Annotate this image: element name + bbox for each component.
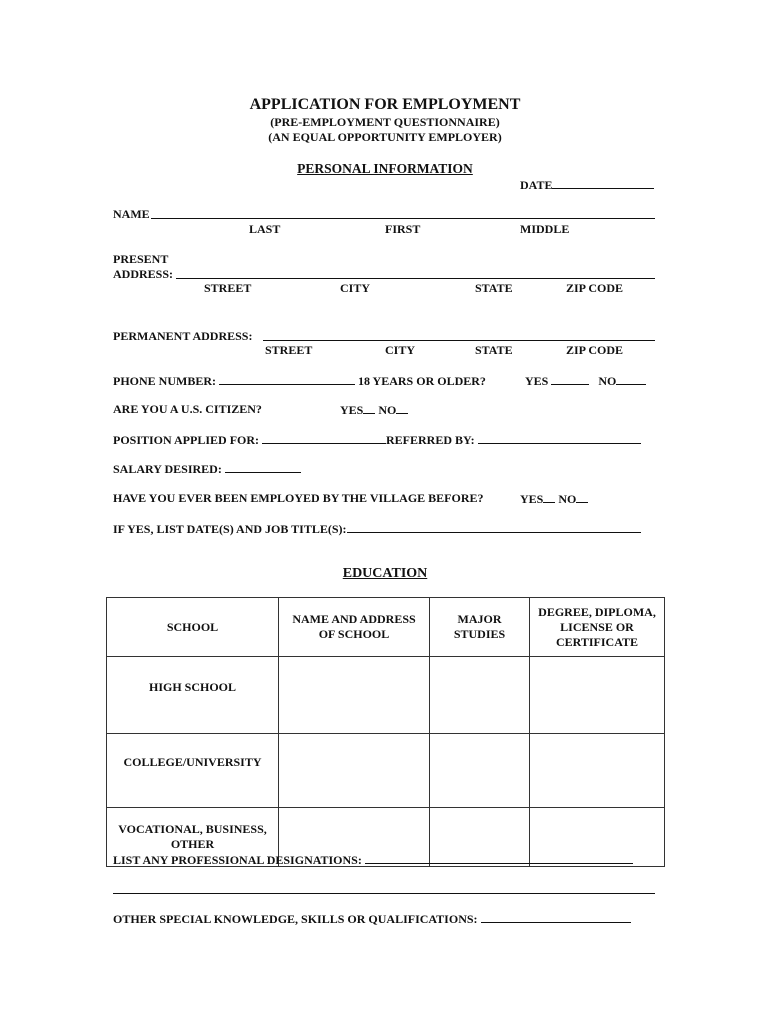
age-yes-line[interactable] [551, 373, 589, 385]
college-major-cell[interactable] [430, 734, 530, 808]
referred-line[interactable] [478, 432, 641, 444]
personal-information-heading: PERSONAL INFORMATION [297, 161, 473, 176]
column-header-name-address: NAME AND ADDRESS OF SCHOOL [279, 598, 430, 657]
college-degree-cell[interactable] [530, 734, 665, 808]
present-address-line[interactable] [176, 278, 655, 279]
name-label: NAME [113, 207, 150, 221]
subtitle-equal-opportunity: (AN EQUAL OPPORTUNITY EMPLOYER) [268, 130, 502, 144]
skills-row [113, 911, 631, 926]
high-school-major-cell[interactable] [430, 657, 530, 734]
village-no-line[interactable] [576, 491, 588, 503]
permanent-state-caption: STATE [475, 343, 513, 357]
education-header-row [107, 598, 665, 657]
row-label-college: COLLEGE/UNIVERSITY [107, 734, 279, 808]
village-no-label: NO [558, 492, 577, 506]
salary-line[interactable] [225, 461, 301, 473]
date-label: DATE [520, 178, 553, 192]
present-label: PRESENT [113, 252, 169, 266]
permanent-address-line[interactable] [263, 340, 655, 341]
name-last-caption: LAST [249, 222, 281, 236]
table-row [107, 734, 665, 808]
college-name-cell[interactable] [279, 734, 430, 808]
date-line[interactable] [552, 177, 654, 189]
present-street-caption: STREET [204, 281, 252, 295]
designations-line[interactable] [365, 852, 633, 864]
name-middle-caption: MIDDLE [520, 222, 570, 236]
address-label: ADDRESS: [113, 267, 174, 281]
skills-line[interactable] [481, 911, 631, 923]
present-zip-caption: ZIP CODE [566, 281, 624, 295]
citizen-answer [340, 402, 408, 417]
designations-continuation-line[interactable] [113, 893, 655, 894]
age-no-line[interactable] [616, 373, 646, 385]
column-header-degree: DEGREE, DIPLOMA, LICENSE OR CERTIFICATE [530, 598, 665, 657]
if-yes-label: IF YES, LIST DATE(S) AND JOB TITLE(S): [113, 522, 347, 536]
row-label-high-school: HIGH SCHOOL [107, 657, 279, 734]
column-header-school: SCHOOL [107, 598, 279, 657]
village-yes-label: YES [520, 492, 544, 506]
row-label-vocational: VOCATIONAL, BUSINESS, OTHER [107, 808, 279, 867]
present-city-caption: CITY [340, 281, 371, 295]
high-school-name-cell[interactable] [279, 657, 430, 734]
education-table [106, 597, 665, 867]
skills-label: OTHER SPECIAL KNOWLEDGE, SKILLS OR QUALIFICATIONS: [113, 912, 478, 926]
village-answer [520, 491, 588, 506]
high-school-degree-cell[interactable] [530, 657, 665, 734]
phone-label: PHONE NUMBER: [113, 374, 216, 388]
if-yes-row [113, 521, 641, 536]
table-row [107, 657, 665, 734]
age-no-label: NO [598, 374, 617, 388]
permanent-city-caption: CITY [385, 343, 416, 357]
age-question: 18 YEARS OR OLDER? [358, 374, 486, 388]
citizen-yes-line[interactable] [363, 402, 375, 414]
designations-row [113, 852, 633, 867]
designations-label: LIST ANY PROFESSIONAL DESIGNATIONS: [113, 853, 362, 867]
column-header-major: MAJOR STUDIES [430, 598, 530, 657]
salary-label: SALARY DESIRED: [113, 462, 222, 476]
if-yes-line[interactable] [347, 521, 641, 533]
salary-row [113, 461, 301, 476]
page-title: APPLICATION FOR EMPLOYMENT [249, 96, 521, 113]
referred-label: REFERRED BY: [386, 433, 475, 447]
age-answer [525, 373, 646, 388]
village-yes-line[interactable] [543, 491, 555, 503]
citizen-no-label: NO [378, 403, 397, 417]
village-question: HAVE YOU EVER BEEN EMPLOYED BY THE VILLAGE BEFORE? [113, 491, 484, 505]
subtitle-questionnaire: (PRE-EMPLOYMENT QUESTIONNAIRE) [270, 115, 500, 129]
education-heading: EDUCATION [342, 566, 428, 581]
citizen-no-line[interactable] [396, 402, 408, 414]
age-yes-label: YES [525, 374, 549, 388]
permanent-street-caption: STREET [265, 343, 313, 357]
phone-row [113, 373, 486, 388]
present-state-caption: STATE [475, 281, 513, 295]
name-first-caption: FIRST [385, 222, 421, 236]
citizen-question: ARE YOU A U.S. CITIZEN? [113, 402, 262, 416]
permanent-zip-caption: ZIP CODE [566, 343, 624, 357]
position-label: POSITION APPLIED FOR: [113, 433, 260, 447]
position-row [113, 432, 641, 447]
permanent-address-label: PERMANENT ADDRESS: [113, 329, 253, 343]
citizen-yes-label: YES [340, 403, 364, 417]
name-line[interactable] [151, 218, 655, 219]
date-field [520, 177, 654, 192]
position-line[interactable] [262, 432, 386, 444]
phone-line[interactable] [219, 373, 355, 385]
